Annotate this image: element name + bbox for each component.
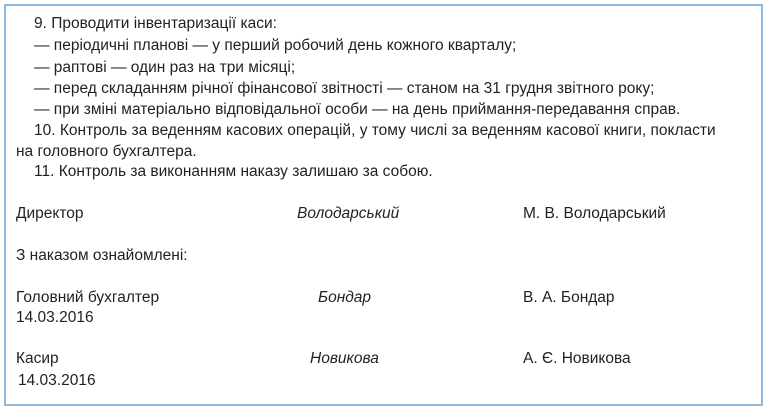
accountant-date: 14.03.2016 [16, 309, 94, 326]
cashier-title: Касир [16, 350, 59, 367]
order-item-9: 9. Проводити інвентаризації каси: [34, 15, 277, 32]
order-subitem-annual: — перед складанням річної фінансової звітності — станом на 31 грудня звітного року; [34, 80, 655, 97]
director-signature: Володарський [297, 205, 400, 222]
order-item-10: 10. Контроль за веденням касових операцій, у тому числі за веденням касової книги, покласти [34, 122, 716, 139]
accountant-signature: Бондар [318, 289, 372, 306]
order-subitem-periodic: — періодичні планові — у перший робочий день кожного кварталу; [34, 37, 517, 54]
order-subitem-sudden: — раптові — один раз на три місяці; [34, 59, 296, 76]
director-title: Директор [16, 205, 84, 222]
accountant-title: Головний бухгалтер [16, 289, 160, 306]
cashier-name: А. Є. Новикова [523, 350, 631, 367]
order-item-11: 11. Контроль за виконанням наказу залишаю за собою. [34, 163, 433, 180]
order-item-10-continued: на головного бухгалтера. [16, 143, 197, 160]
acquainted-label: З наказом ознайомлені: [16, 247, 188, 264]
director-name: М. В. Володарський [523, 205, 666, 222]
cashier-date: 14.03.2016 [18, 372, 96, 389]
accountant-name: В. А. Бондар [523, 289, 615, 306]
cashier-signature: Новикова [310, 350, 379, 367]
order-subitem-change: — при зміні матеріально відповідальної особи — на день приймання-передавання справ. [34, 101, 681, 118]
